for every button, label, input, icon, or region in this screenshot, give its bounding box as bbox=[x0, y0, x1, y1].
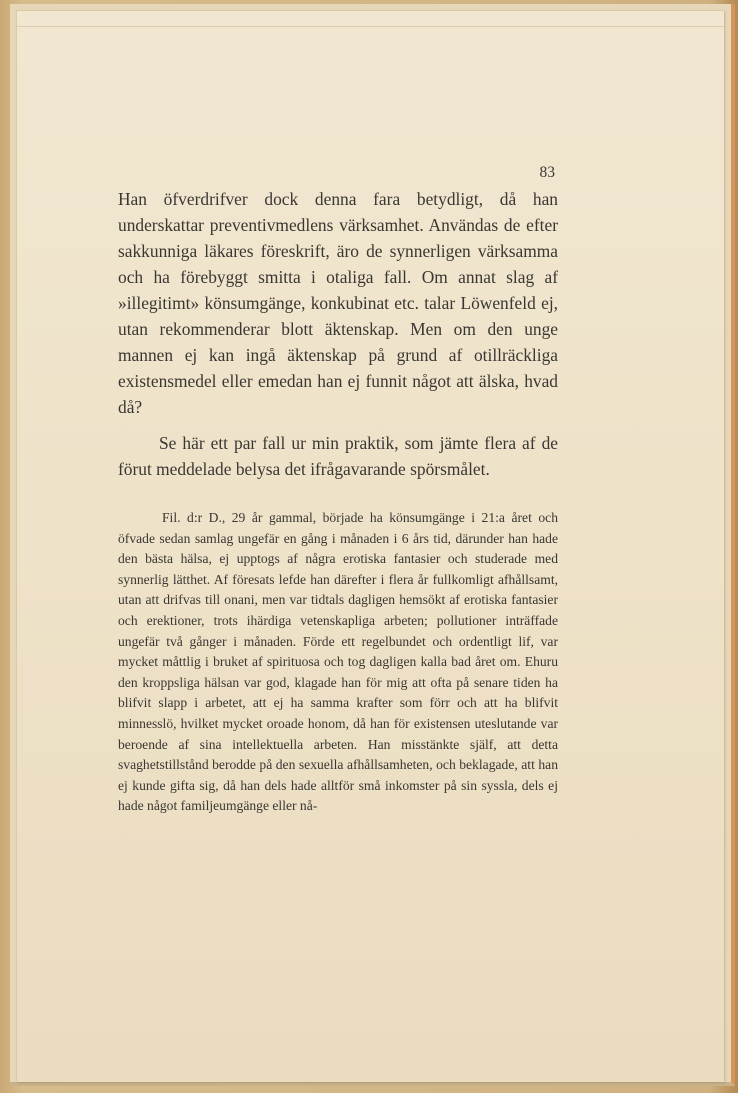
book-page bbox=[16, 10, 724, 1082]
case-report-paragraph: Fil. d:r D., 29 år gammal, började ha könsumgänge i 21:a året och öfvade sedan samlag ungefär en gång i månaden i 6 års tid, därunder han hade den bästa hälsa, ej upptogs af några erotiska fantasier och studerade med synnerlig lätthet. Af föresats lefde han därefter i flera år fullkomligt afhållsamt, utan att drifvas till onani, men var tidtals dagligen hemsökt af erotiska fantasier och erektioner, trots ihärdiga vetenskapliga arbeten; pollutioner inträffade ungefär två gånger i månaden. Förde ett regelbundet och ordentligt lif, var mycket måttlig i bruket af spirituosa och tog dagligen kalla bad året om. Ehuru den kroppsliga hälsan var god, klagade han för mig att ofta på senare tiden ha blifvit slapp i arbetet, att ej ha samma krafter som förr och att ha blifvit minnesslö, hvilket mycket oroade honom, då han för existensen uteslutande var beroende af sina intellektuella arbeten. Han misstänkte själf, att detta svaghetstillstånd berodde på den sexuella afhållsamheten, och beklagade, att han ej kunde gifta sig, då han dels hade alltför små inkomster på sin syssla, dels ej hade något familjeumgänge eller nå- bbox=[118, 510, 558, 814]
paragraph-2: Se här ett par fall ur min praktik, som jämte flera af de förut meddelade belysa det ifrågavarande spörsmålet. bbox=[118, 433, 558, 479]
paragraph-1: Han öfverdrifver dock denna fara betydligt, då han underskattar preventivmedlens värksamhet. Användas de efter sakkunniga läkares föreskrift, äro de synnerligen värksamma och ha förebyggt smitta i otaliga fall. Om annat slag af »illegitimt» könsumgänge, konkubinat etc. talar Löwenfeld ej, utan rekommenderar blott äktenskap. Men om den unge mannen ej kan ingå äktenskap på grund af otillräckliga existensmedel eller emedan han ej funnit något att älska, hvad då? bbox=[118, 189, 558, 417]
case-report-block bbox=[118, 508, 558, 817]
page-number: 83 bbox=[539, 164, 555, 181]
main-text-block bbox=[118, 186, 558, 482]
